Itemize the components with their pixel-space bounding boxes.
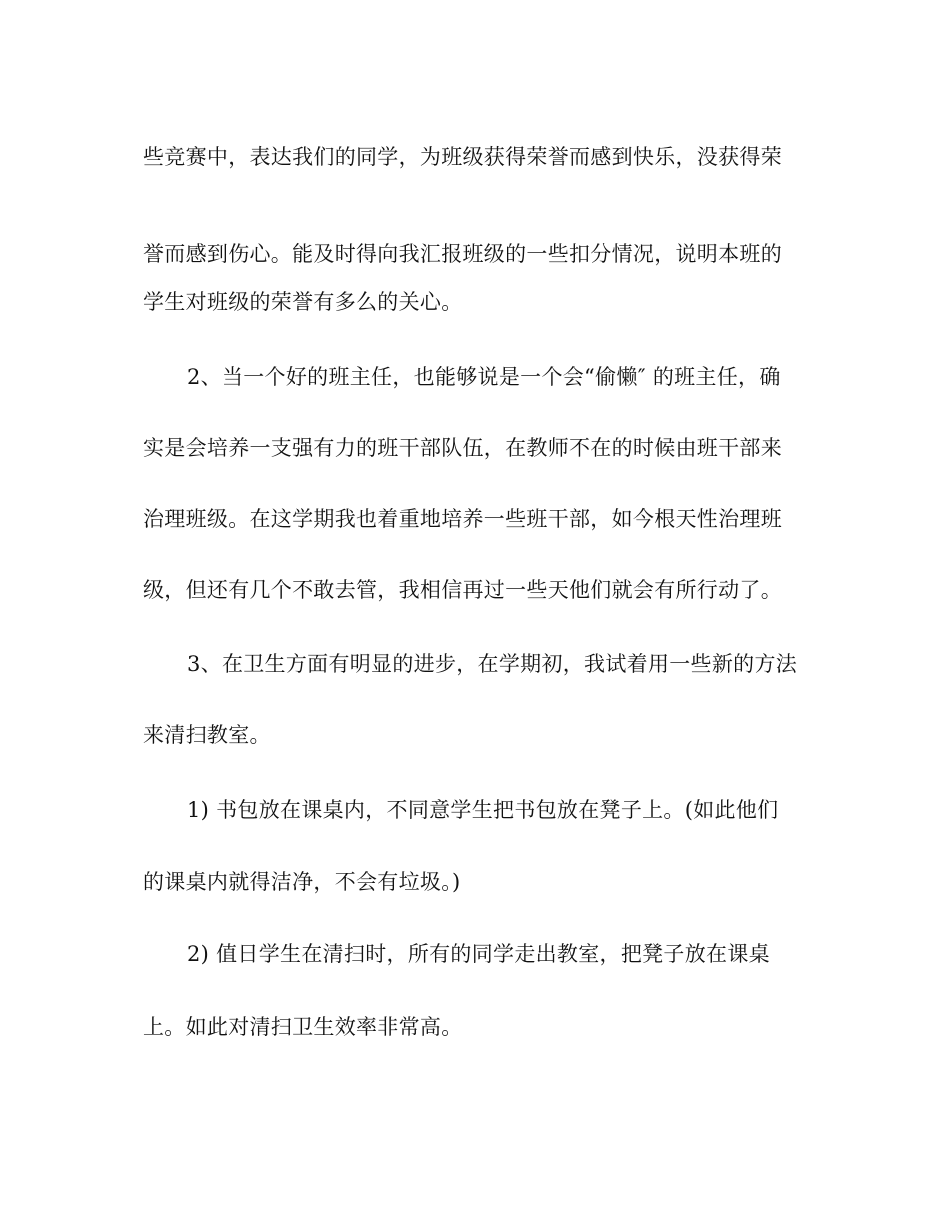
text-line: 1) 书包放在课桌内，不同意学生把书包放在凳子上。(如此他们: [187, 798, 779, 822]
text-line: 誉而感到伤心。能及时得向我汇报班级的一些扣分情况，说明本班的: [143, 242, 782, 266]
text-line: 治理班级。在这学期我也着重地培养一些班干部，如今根天性治理班: [143, 507, 782, 531]
text-line: 级，但还有几个不敢去管，我相信再过一些天他们就会有所行动了。: [143, 578, 782, 602]
text-line: 的课桌内就得洁净，不会有垃圾。): [143, 870, 461, 894]
text-line: 上。如此对清扫卫生效率非常高。: [143, 1015, 463, 1039]
text-line: 3、在卫生方面有明显的进步，在学期初，我试着用一些新的方法: [187, 652, 798, 676]
text-line: 来清扫教室。: [143, 723, 271, 747]
text-line: 2) 值日学生在清扫时，所有的同学走出教室，把凳子放在课桌: [187, 942, 770, 966]
text-line: 2、当一个好的班主任，也能够说是一个会“偷懒″ 的班主任，确: [187, 365, 781, 389]
text-line: 些竞赛中，表达我们的同学，为班级获得荣誉而感到快乐，没获得荣: [143, 145, 782, 169]
text-line: 实是会培养一支强有力的班干部队伍，在教师不在的时候由班干部来: [143, 436, 782, 460]
text-line: 学生对班级的荣誉有多么的关心。: [143, 290, 463, 314]
